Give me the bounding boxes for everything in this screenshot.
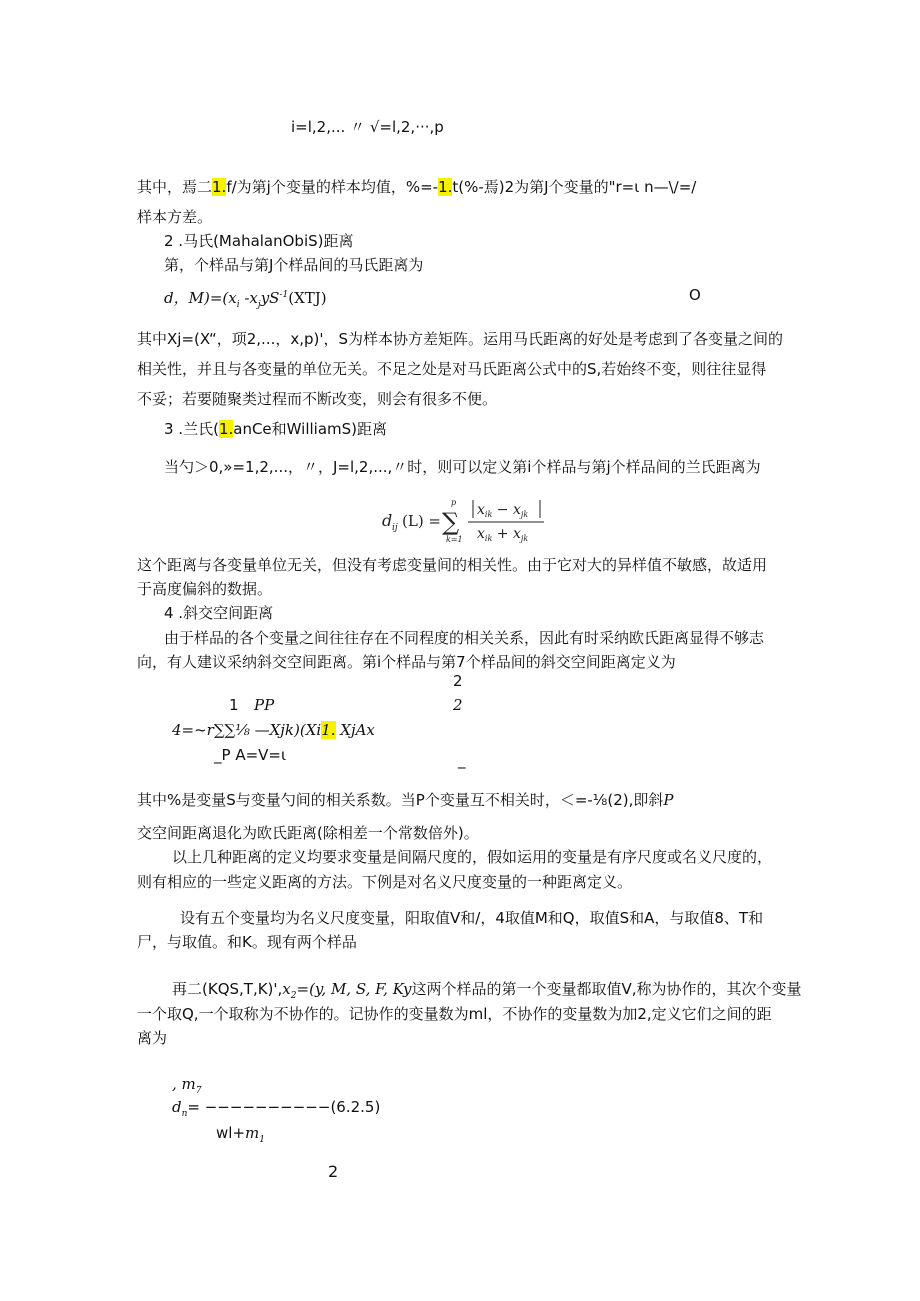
formula-graphic — [380, 496, 550, 546]
paragraph-line: 其中%是变量S与变量勺间的相关系数。当P个变量互不相关时，＜=-⅛(2),即斜P — [137, 791, 674, 809]
highlight-mark: 1. — [218, 420, 234, 438]
lance-williams-formula — [380, 496, 550, 546]
oblique-formula: 4=~r∑∑⅛ —Xjk)(Xi1. XjAx — [172, 721, 375, 739]
formula-fragment: 2 — [453, 672, 463, 690]
denominator: $x_{ik} + x_{jk}$ — [477, 526, 529, 543]
formula-fragment: , $m_7$ — [172, 1075, 202, 1096]
sum-lower: k=1 — [446, 535, 463, 544]
paragraph-line: 其中Xj=(X“，项2,...，x,p)'，S为样本协方差矩阵。运用马氏距离的好处是考虑到了各变量之间的 — [137, 330, 784, 348]
index-range-line: i=l,2,... 〃 √=l,2,···,p — [291, 118, 444, 136]
numerator: $x_{ik} - x_{jk}$ — [477, 502, 529, 519]
highlight-mark: 1. — [438, 178, 453, 196]
highlight-mark: 1. — [321, 721, 336, 739]
paragraph-line: 设有五个变量均为名义尺度变量，阳取值V和/，4取值M和Q，取值S和A，与取值8、T和 — [180, 909, 764, 927]
page-number: 2 — [328, 1162, 339, 1181]
formula-lhs-sub: ij — [392, 523, 398, 533]
paragraph-line: 离为 — [137, 1029, 168, 1047]
lance-williams-intro: 当勺＞0,»=1,2,...，〃，J=l,2,...,〃时，则可以定义第i个样品与第j个样品间的兰氏距离为 — [164, 458, 761, 476]
formula-fragment: $wl+m_1$ — [216, 1124, 265, 1145]
formula-fragment: PP — [254, 696, 275, 714]
paragraph-line: 尸，与取值。和K。现有两个样品 — [137, 933, 357, 951]
paragraph-line: 以上几种距离的定义均要求变量是间隔尺度的，假如运用的变量是有序尺度或名义尺度的， — [172, 848, 773, 866]
sum-upper: p — [451, 498, 457, 507]
formula-fragment: _P A=V=ι — [214, 746, 287, 764]
paragraph-line: 不妥；若要随聚类过程而不断改变，则会有很多不便。 — [137, 390, 498, 408]
formula-fragment: _ — [458, 751, 466, 769]
section-heading-lance-williams: 3 .兰氏(1.anCe和WilliamS)距离 — [164, 420, 388, 438]
paragraph-line: 于高度偏斜的数据。 — [137, 580, 273, 598]
paragraph-line: 由于样品的各个变量之间往往存在不同程度的相关关系，因此有时采纳欧氏距离显得不够志 — [164, 629, 765, 647]
paragraph-line: 则有相应的一些定义距离的方法。下例是对名义尺度变量的一种距离定义。 — [137, 873, 633, 891]
paragraph-line: 这个距离与各变量单位无关，但没有考虑变量间的相关性。由于它对大的异样值不敏感，故适用 — [137, 556, 768, 574]
sum-sign: ∑ — [442, 508, 460, 536]
highlight-mark: 1. — [212, 178, 227, 196]
formula-lhs: d — [382, 511, 393, 530]
paragraph-line: 交空间距离退化为欧氏距离(除相差一个常数倍外)。 — [137, 824, 479, 842]
nominal-distance-formula: $d_n= ----------(6.2.5)$ — [172, 1098, 381, 1119]
paragraph-line: 一个取Q,一个取称为不协作的。记协作的变量数为ml，不协作的变量数为加2,定义它们之间的距 — [137, 1005, 772, 1023]
formula-fragment: 1 — [229, 696, 239, 714]
mahalanobis-formula: d，$M)=(x_i$ $-x_jyS^{-1}(XTJ)$ — [164, 289, 327, 310]
section-heading-mahalanobis: 2 .马氏(MahalanObiS)距离 — [164, 232, 354, 250]
equation-number: O — [689, 286, 701, 304]
sample-variance-line: 样本方差。 — [137, 208, 213, 226]
paragraph-line: 向，有人建议采纳斜交空间距离。第i个样品与第7个样品间的斜交空间距离定义为 — [137, 653, 676, 671]
sample-mean-line: 其中，焉二1.f/为第j个变量的样本均值，%=-1.t(%-焉)2为第J个变量的"r=ι n—\∕=/ — [137, 178, 697, 196]
formula-fragment: 2 — [453, 696, 463, 714]
paragraph-line: 再二$(KQS,T,K)',x_2=(y$, M, S, F, Ky这两个样品的第一个变量都取值V,称为协作的，其次个变量 — [172, 980, 802, 1001]
mahalanobis-intro: 第，个样品与第J个样品间的马氏距离为 — [164, 256, 424, 274]
formula-L: (L) = — [402, 512, 442, 530]
section-heading-oblique: 4 .斜交空间距离 — [164, 604, 274, 622]
paragraph-line: 相关性，并且与各变量的单位无关。不足之处是对马氏距离公式中的S,若始终不变，则往往显得 — [137, 360, 767, 378]
